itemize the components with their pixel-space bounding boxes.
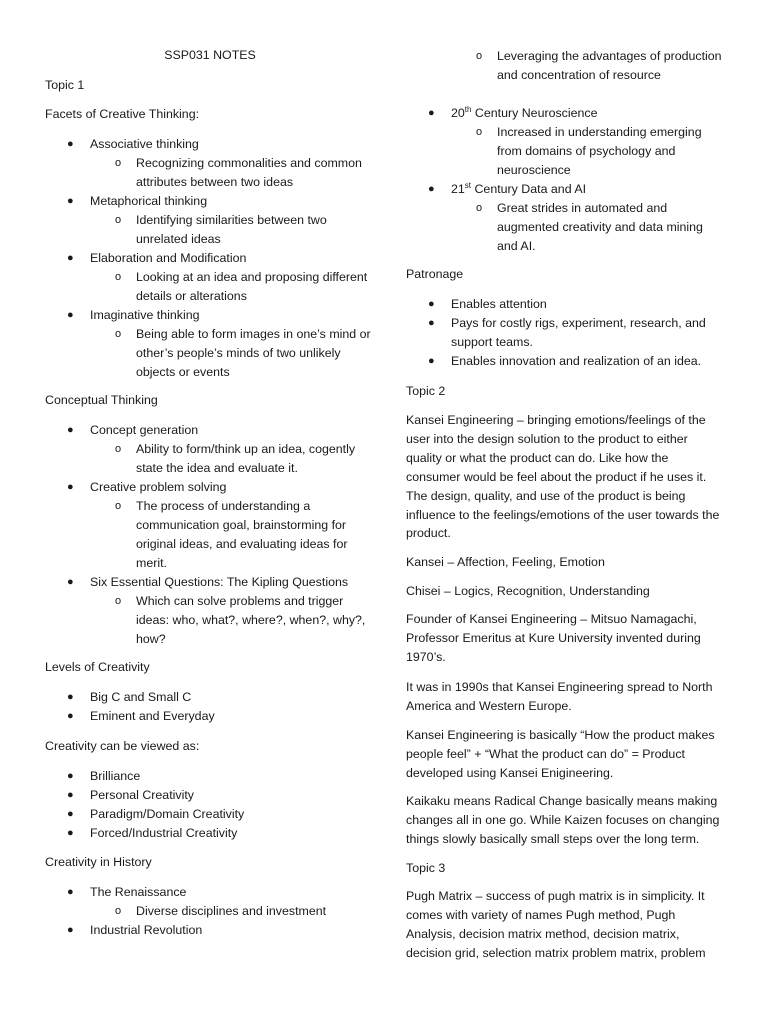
bullet-icon: ● bbox=[67, 924, 74, 936]
sub-bullet-icon: o bbox=[115, 595, 122, 607]
list-item: Creative problem solving bbox=[90, 480, 227, 494]
century-number: 21 bbox=[451, 182, 465, 196]
sub-list-item: Being able to form images in one’s mind or other’s people’s minds of two unlikely objects or events bbox=[136, 327, 371, 379]
bullet-icon: ● bbox=[67, 481, 74, 493]
paragraph-chisei-definition: Chisei – Logics, Recognition, Understanding bbox=[406, 584, 650, 598]
document-title: SSP031 NOTES bbox=[164, 48, 256, 62]
paragraph-pugh-matrix: Pugh Matrix – success of pugh matrix is in simplicity. It comes with variety of names Pugh method, Pugh Analysis, decision matrix method, decision matrix, decision grid, selection matrix problem matrix, problem bbox=[406, 889, 706, 960]
bullet-icon: ● bbox=[428, 355, 435, 367]
list-item: The Renaissance bbox=[90, 885, 187, 899]
sub-bullet-icon: o bbox=[115, 905, 122, 917]
bullet-icon: ● bbox=[67, 808, 74, 820]
section-heading-levels: Levels of Creativity bbox=[45, 660, 150, 674]
sub-bullet-icon: o bbox=[115, 157, 122, 169]
sub-bullet-icon: o bbox=[476, 202, 483, 214]
list-item-label: Century Data and AI bbox=[471, 182, 587, 196]
ordinal-suffix: th bbox=[464, 104, 472, 114]
sub-list-item: The process of understanding a communication goal, brainstorming for original ideas, and evaluating ideas for merit. bbox=[136, 499, 348, 570]
topic-heading-1: Topic 1 bbox=[45, 78, 85, 92]
sub-list-item: Which can solve problems and trigger ideas: who, what?, where?, when?, why?, how? bbox=[136, 594, 366, 646]
bullet-icon: ● bbox=[428, 298, 435, 310]
list-item-data-ai bbox=[451, 180, 586, 199]
bullet-icon: ● bbox=[428, 183, 435, 195]
list-item: Paradigm/Domain Creativity bbox=[90, 807, 245, 821]
list-item: Enables attention bbox=[451, 297, 547, 311]
topic-heading-3: Topic 3 bbox=[406, 861, 446, 875]
list-item: Imaginative thinking bbox=[90, 308, 200, 322]
sub-list-item: Leveraging the advantages of production and concentration of resource bbox=[497, 49, 722, 82]
sub-bullet-icon: o bbox=[115, 328, 122, 340]
bullet-icon: ● bbox=[67, 424, 74, 436]
section-heading-patronage: Patronage bbox=[406, 267, 464, 281]
list-item: Brilliance bbox=[90, 769, 141, 783]
bullet-icon: ● bbox=[428, 107, 435, 119]
list-item: Big C and Small C bbox=[90, 690, 192, 704]
section-heading-history: Creativity in History bbox=[45, 855, 152, 869]
list-item: Eminent and Everyday bbox=[90, 709, 215, 723]
bullet-icon: ● bbox=[67, 691, 74, 703]
paragraph-kansei-basically: Kansei Engineering is basically “How the product makes people feel” + “What the product can do” = Product developed using Kansei Enigineering. bbox=[406, 728, 715, 780]
bullet-icon: ● bbox=[428, 317, 435, 329]
list-item: Pays for costly rigs, experiment, research, and support teams. bbox=[451, 316, 706, 349]
bullet-icon: ● bbox=[67, 195, 74, 207]
bullet-icon: ● bbox=[67, 252, 74, 264]
list-item: Metaphorical thinking bbox=[90, 194, 208, 208]
sub-list-item: Diverse disciplines and investment bbox=[136, 904, 327, 918]
section-heading-conceptual: Conceptual Thinking bbox=[45, 393, 158, 407]
ordinal-suffix: st bbox=[464, 180, 472, 190]
list-item-neuroscience bbox=[451, 104, 598, 123]
sub-list-item: Identifying similarities between two unrelated ideas bbox=[136, 213, 327, 246]
bullet-icon: ● bbox=[67, 576, 74, 588]
bullet-icon: ● bbox=[67, 309, 74, 321]
list-item: Forced/Industrial Creativity bbox=[90, 826, 238, 840]
paragraph-founder: Founder of Kansei Engineering – Mitsuo Namagachi, Professor Emeritus at Kure University invented during 1970’s. bbox=[406, 612, 701, 664]
bullet-icon: ● bbox=[67, 827, 74, 839]
paragraph-kansei-engineering: Kansei Engineering – bringing emotions/feelings of the user into the design solution to the product to either quality or what the product can do. Like how the consumer would be feel about the product if he uses it. The design, quality, and use of the product is being influence to the feelings/emotions of the user towards the product. bbox=[406, 413, 720, 541]
bullet-icon: ● bbox=[67, 770, 74, 782]
section-heading-viewed: Creativity can be viewed as: bbox=[45, 739, 200, 753]
list-item: Industrial Revolution bbox=[90, 923, 203, 937]
sub-bullet-icon: o bbox=[115, 500, 122, 512]
sub-bullet-icon: o bbox=[476, 126, 483, 138]
paragraph-spread: It was in 1990s that Kansei Engineering spread to North America and Western Europe. bbox=[406, 680, 713, 713]
sub-bullet-icon: o bbox=[476, 50, 483, 62]
sub-list-item: Recognizing commonalities and common attributes between two ideas bbox=[136, 156, 362, 189]
sub-list-item: Great strides in automated and augmented creativity and data mining and AI. bbox=[497, 201, 703, 253]
bullet-icon: ● bbox=[67, 138, 74, 150]
sub-bullet-icon: o bbox=[115, 271, 122, 283]
sub-bullet-icon: o bbox=[115, 443, 122, 455]
century-number: 20 bbox=[451, 106, 465, 120]
bullet-icon: ● bbox=[67, 710, 74, 722]
sub-list-item: Increased in understanding emerging from domains of psychology and neuroscience bbox=[497, 125, 702, 177]
sub-bullet-icon: o bbox=[115, 214, 122, 226]
paragraph-kaikaku: Kaikaku means Radical Change basically means making changes all in one go. While Kaizen focuses on changing things slowly basically small steps over the long term. bbox=[406, 794, 720, 846]
bullet-icon: ● bbox=[67, 789, 74, 801]
list-item-label: Century Neuroscience bbox=[471, 106, 598, 120]
list-item: Six Essential Questions: The Kipling Questions bbox=[90, 575, 349, 589]
sub-list-item: Ability to form/think up an idea, cogently state the idea and evaluate it. bbox=[136, 442, 356, 475]
topic-heading-2: Topic 2 bbox=[406, 384, 446, 398]
list-item: Associative thinking bbox=[90, 137, 199, 151]
list-item: Enables innovation and realization of an idea. bbox=[451, 354, 702, 368]
sub-list-item: Looking at an idea and proposing different details or alterations bbox=[136, 270, 368, 303]
list-item: Personal Creativity bbox=[90, 788, 194, 802]
paragraph-kansei-definition: Kansei – Affection, Feeling, Emotion bbox=[406, 555, 605, 569]
bullet-icon: ● bbox=[67, 886, 74, 898]
section-heading-facets: Facets of Creative Thinking: bbox=[45, 107, 200, 121]
list-item: Concept generation bbox=[90, 423, 199, 437]
list-item: Elaboration and Modification bbox=[90, 251, 247, 265]
